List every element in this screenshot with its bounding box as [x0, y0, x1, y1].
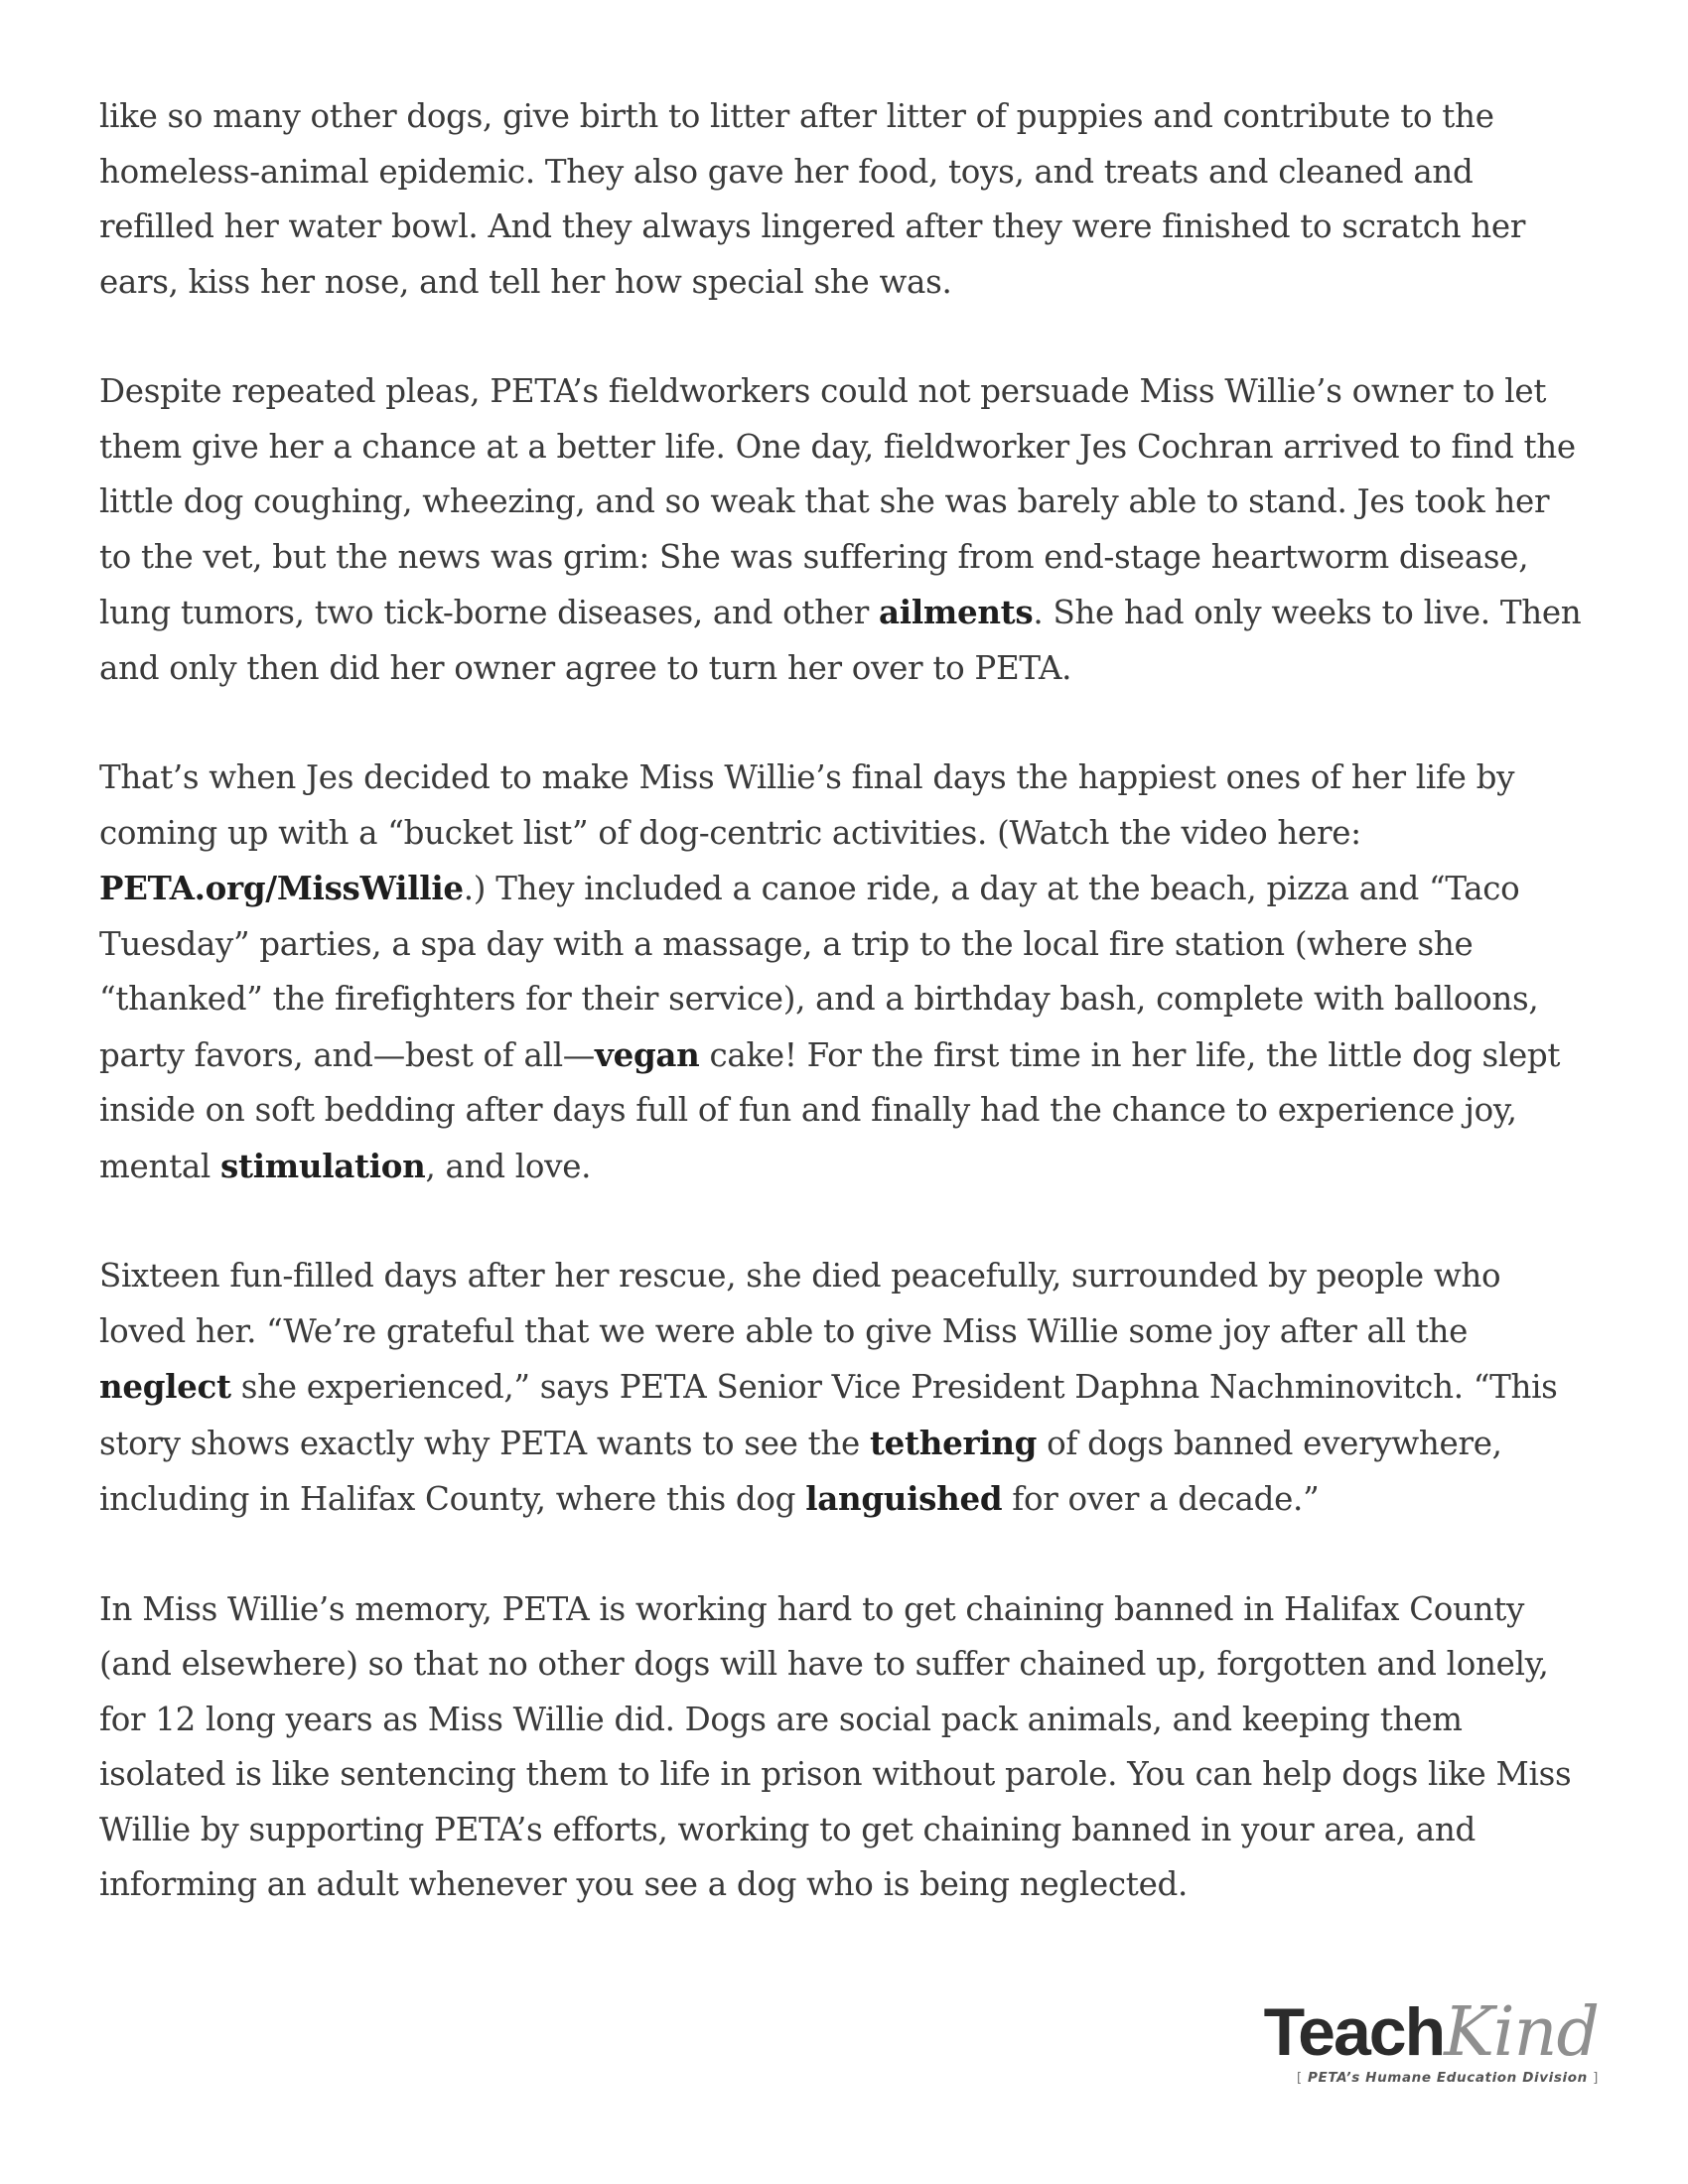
text-segment: of dogs banned everywhere, including in Halifax County, where this dog	[99, 1424, 1502, 1518]
logo-teach-text: Teach	[1263, 1994, 1445, 2070]
bold-term: tethering	[869, 1423, 1038, 1462]
bold-term: ailments	[879, 593, 1034, 631]
text-segment: she experienced,” says PETA Senior Vice President Daphna Nachminovitch. “This story shows exactly why PETA wants to see the	[99, 1368, 1558, 1462]
bold-term: PETA.org/MissWillie	[99, 869, 464, 907]
text-segment: like so many other dogs, give birth to litter after litter of puppies and contribute to the homeless-animal epidemic. They also gave her food, toys, and treats and cleaned and refilled her water bowl. And they always lingered after they were finished to scratch her ears, kiss her nose, and tell her how special she was.	[99, 97, 1526, 301]
tagline-close-bracket: ]	[1593, 2070, 1599, 2086]
logo-kind-text: Kind	[1444, 1993, 1599, 2072]
paragraph-5	[99, 1582, 1589, 1913]
logo-tagline	[1261, 2070, 1599, 2086]
text-segment: Sixteen fun-filled days after her rescue, she died peacefully, surrounded by people who loved her. “We’re grateful that we were able to give Miss Willie some joy after all the	[99, 1257, 1501, 1350]
teachkind-logo	[1261, 1993, 1599, 2107]
text-segment: for over a decade.”	[1002, 1480, 1320, 1518]
logo-wordmark	[1261, 1993, 1599, 2072]
text-segment: .) They included a canoe ride, a day at the beach, pizza and “Taco Tuesday” parties, a spa day with a massage, a trip to the local fire station (where she “thanked” the firefighters for their service), and a birthday bash, complete with balloons, party favors, and—best of all—	[99, 870, 1539, 1074]
paragraph-3	[99, 751, 1589, 1194]
paragraph-1	[99, 89, 1589, 310]
text-segment: That’s when Jes decided to make Miss Willie’s final days the happiest ones of her life by coming up with a “bucket list” of dog-centric activities. (Watch the video here:	[99, 758, 1515, 852]
bold-term: languished	[805, 1479, 1003, 1518]
paragraph-4	[99, 1249, 1589, 1528]
text-segment: cake! For the first time in her life, the little dog slept inside on soft bedding after days full of fun and finally had the chance to experience joy, mental	[99, 1035, 1561, 1185]
paragraph-2	[99, 364, 1589, 696]
bold-term: neglect	[99, 1367, 231, 1406]
article-body	[99, 89, 1589, 1968]
bold-term: stimulation	[220, 1146, 426, 1185]
bold-term: vegan	[595, 1034, 700, 1074]
text-segment: Despite repeated pleas, PETA’s fieldworkers could not persuade Miss Willie’s owner to let them give her a chance at a better life. One day, fieldworker Jes Cochran arrived to find the little dog coughing, wheezing, and so weak that she was barely able to stand. Jes took her to the vet, but the news was grim: She was suffering from end-stage heartworm disease, lung tumors, two tick-borne diseases, and other	[99, 372, 1576, 631]
tagline-open-bracket: [	[1296, 2070, 1303, 2086]
text-segment: , and love.	[425, 1147, 592, 1185]
text-segment: In Miss Willie’s memory, PETA is working hard to get chaining banned in Halifax County (and elsewhere) so that no other dogs will have to suffer chained up, forgotten and lonely, for 12 long years as Miss Willie did. Dogs are social pack animals, and keeping them isolated is like sentencing them to life in prison without parole. You can help dogs like Miss Willie by supporting PETA’s efforts, working to get chaining banned in your area, and informing an adult whenever you see a dog who is being neglected.	[99, 1589, 1572, 1903]
text-segment: . She had only weeks to live. Then and only then did her owner agree to turn her over to PETA.	[99, 594, 1582, 687]
tagline-text: PETA’s Humane Education Division	[1308, 2070, 1588, 2086]
